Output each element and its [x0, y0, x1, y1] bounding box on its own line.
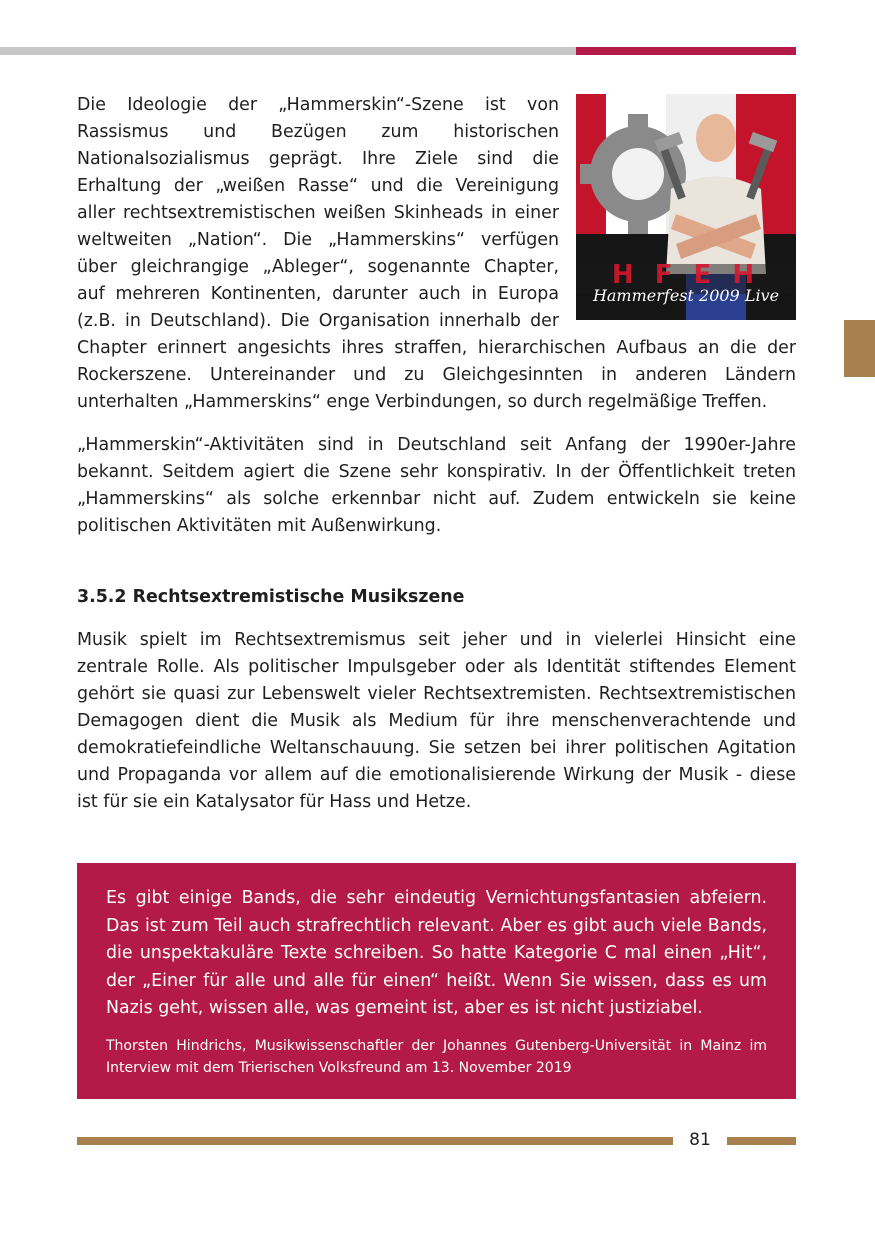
quote-source: Thorsten Hindrichs, Musikwissenschaftler der Johannes Gutenberg-Universität in Mainz im Interview mit dem Trierischen Volksfreund am 13. November 2019 — [106, 1037, 767, 1076]
footer-rule-right — [727, 1137, 796, 1145]
quote-box — [77, 863, 796, 1099]
chapter-side-tab — [844, 320, 875, 377]
paragraph-hammerskin-activities: „Hammerskin“-Aktivitäten sind in Deutschland seit Anfang der 1990er-Jahre bekannt. Seitdem agiert die Szene sehr konspirativ. In der Öffentlichkeit treten „Hammerskins“ als solche erkennbar nicht auf. Zudem entwickeln sie keine politischen Aktivitäten mit Außenwirkung. — [77, 435, 796, 536]
page-number: 81 — [689, 1130, 711, 1150]
quote-text: Es gibt einige Bands, die sehr eindeutig Vernichtungsfantasien abfeiern. Das ist zum Teil auch strafrechtlich relevant. Aber es gibt auch viele Bands, die unspektakuläre Texte schreiben. So hatte Kategorie C mal einen „Hit“, der „Einer für alle und alle für einen“ heißt. Wenn Sie wissen, dass es um Nazis geht, wissen alle, was gemeint ist, aber es ist nicht justiziabel. — [106, 888, 767, 1018]
paragraph-music-scene: Musik spielt im Rechtsextremismus seit jeher und in vielerlei Hinsicht eine zentrale Rolle. Als politischer Impulsgeber oder als Identität stiftendes Element gehört sie quasi zur Lebenswelt vieler Rechtsextremisten. Rechtsextremistischen Demagogen dient die Musik als Medium für ihre menschenverachtende und demokratiefeindliche Weltanschauung. Sie setzen bei ihrer politischen Agitation und Propaganda vor allem auf die emotionalisierende Wirkung der Musik - diese ist für sie ein Katalysator für Hass und Hetze. — [77, 630, 796, 812]
figure-letters: H F E H — [611, 260, 761, 290]
header-rule-red — [576, 47, 796, 55]
figure-caption: Hammerfest 2009 Live — [592, 286, 780, 305]
article-body — [77, 92, 796, 832]
hammerfest-image — [576, 94, 796, 320]
section-heading: 3.5.2 Rechtsextremistische Musikszene — [77, 587, 465, 607]
header-rule-gray — [0, 47, 576, 55]
paragraph-hammerskin-ideology: Die Ideologie der „Hammerskin“-Szene ist von Rassismus und Bezügen zum historischen Nationalsozialismus geprägt. Ihre Ziele sind die Erhaltung der „weißen Rasse“ und die Vereinigung aller rechtsextremistischen weißen Skinheads in einer weltweiten „Nation“. Die „Hammerskins“ verfügen über gleichrangige „Ableger“, sogenannte Chapter, auf mehreren Kontinenten, darunter auch in Europa (z.B. in Deutschland). Die Organisation innerhalb der Chapter erinnert angesichts ihres straffen, hierarchischen Aufbaus an die der Rockerszene. Untereinander und zu Gleichgesinnten in anderen Ländern unterhalten „Hammerskins“ enge Verbindungen, so durch regelmäßige Treffen. — [77, 95, 796, 412]
footer-rule-left — [77, 1137, 673, 1145]
